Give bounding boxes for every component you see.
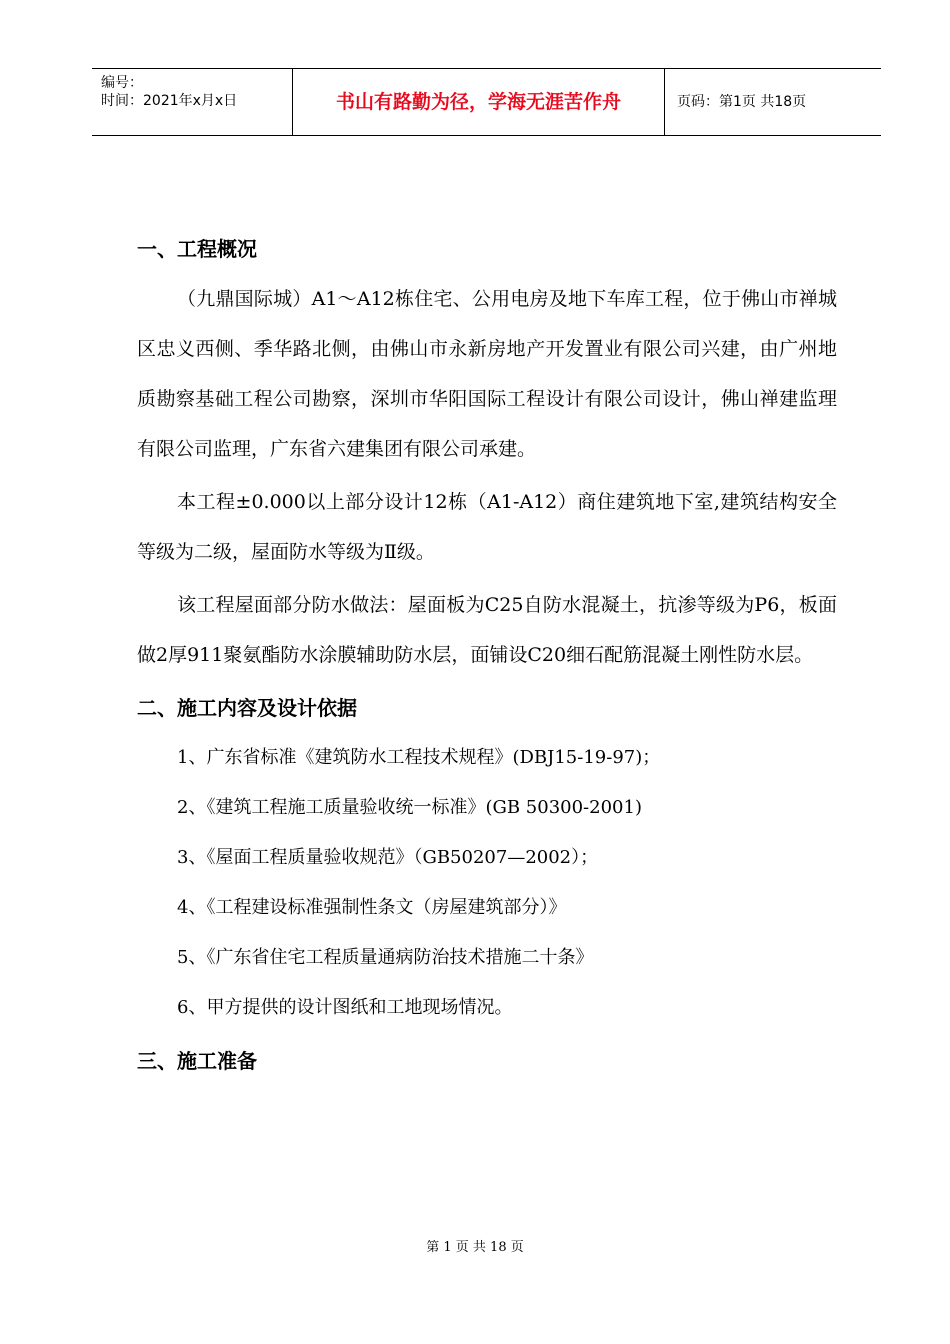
overview-paragraph: 本工程±0.000以上部分设计12栋（A1-A12）商住建筑地下室,建筑结构安全等级为二级，屋面防水等级为Ⅱ级。 (137, 491, 837, 563)
overview-paragraph: （九鼎国际城）A1～A12栋住宅、公用电房及地下车库工程，位于佛山市禅城区忠义西侧、季华路北侧，由佛山市永新房地产开发置业有限公司兴建，由广州地质勘察基础工程公司勘察，深圳市华阳国际工程设计有限公司设计，佛山禅建监理有限公司监理，广东省六建集团有限公司承建。 (137, 288, 837, 460)
section-heading-preparation: 三、施工准备 (137, 1049, 257, 1073)
document-number-label: 编号： (101, 75, 143, 91)
header-meta (92, 69, 293, 135)
section-heading-basis: 二、施工内容及设计依据 (137, 696, 357, 720)
basis-list-item: 4、《工程建设标准强制性条文（房屋建筑部分）》 (177, 897, 567, 918)
header-page-info: 页码：第1页 共18页 (677, 94, 807, 110)
basis-list-item: 1、广东省标准《建筑防水工程技术规程》(DBJ15-19-97)； (177, 747, 661, 768)
page-header (92, 68, 881, 136)
overview-paragraph: 该工程屋面部分防水做法：屋面板为C25自防水混凝土，抗渗等级为P6，板面做2厚911聚氨酯防水涂膜辅助防水层，面铺设C20细石配筋混凝土刚性防水层。 (137, 594, 837, 666)
basis-list-item: 5、《广东省住宅工程质量通病防治技术措施二十条》 (177, 947, 594, 968)
basis-list-item: 2、《建筑工程施工质量验收统一标准》(GB 50300-2001) (177, 797, 642, 818)
document-body (137, 224, 837, 1086)
page-footer: 第 1 页 共 18 页 (426, 1240, 524, 1255)
header-motto: 书山有路勤为径，学海无涯苦作舟 (293, 69, 665, 135)
basis-list-item: 3、《屋面工程质量验收规范》（GB50207—2002）； (177, 847, 599, 868)
section-heading-overview: 一、工程概况 (137, 237, 257, 261)
document-date: 时间：2021年x月x日 (101, 93, 238, 109)
basis-list-item: 6、甲方提供的设计图纸和工地现场情况。 (177, 997, 513, 1018)
